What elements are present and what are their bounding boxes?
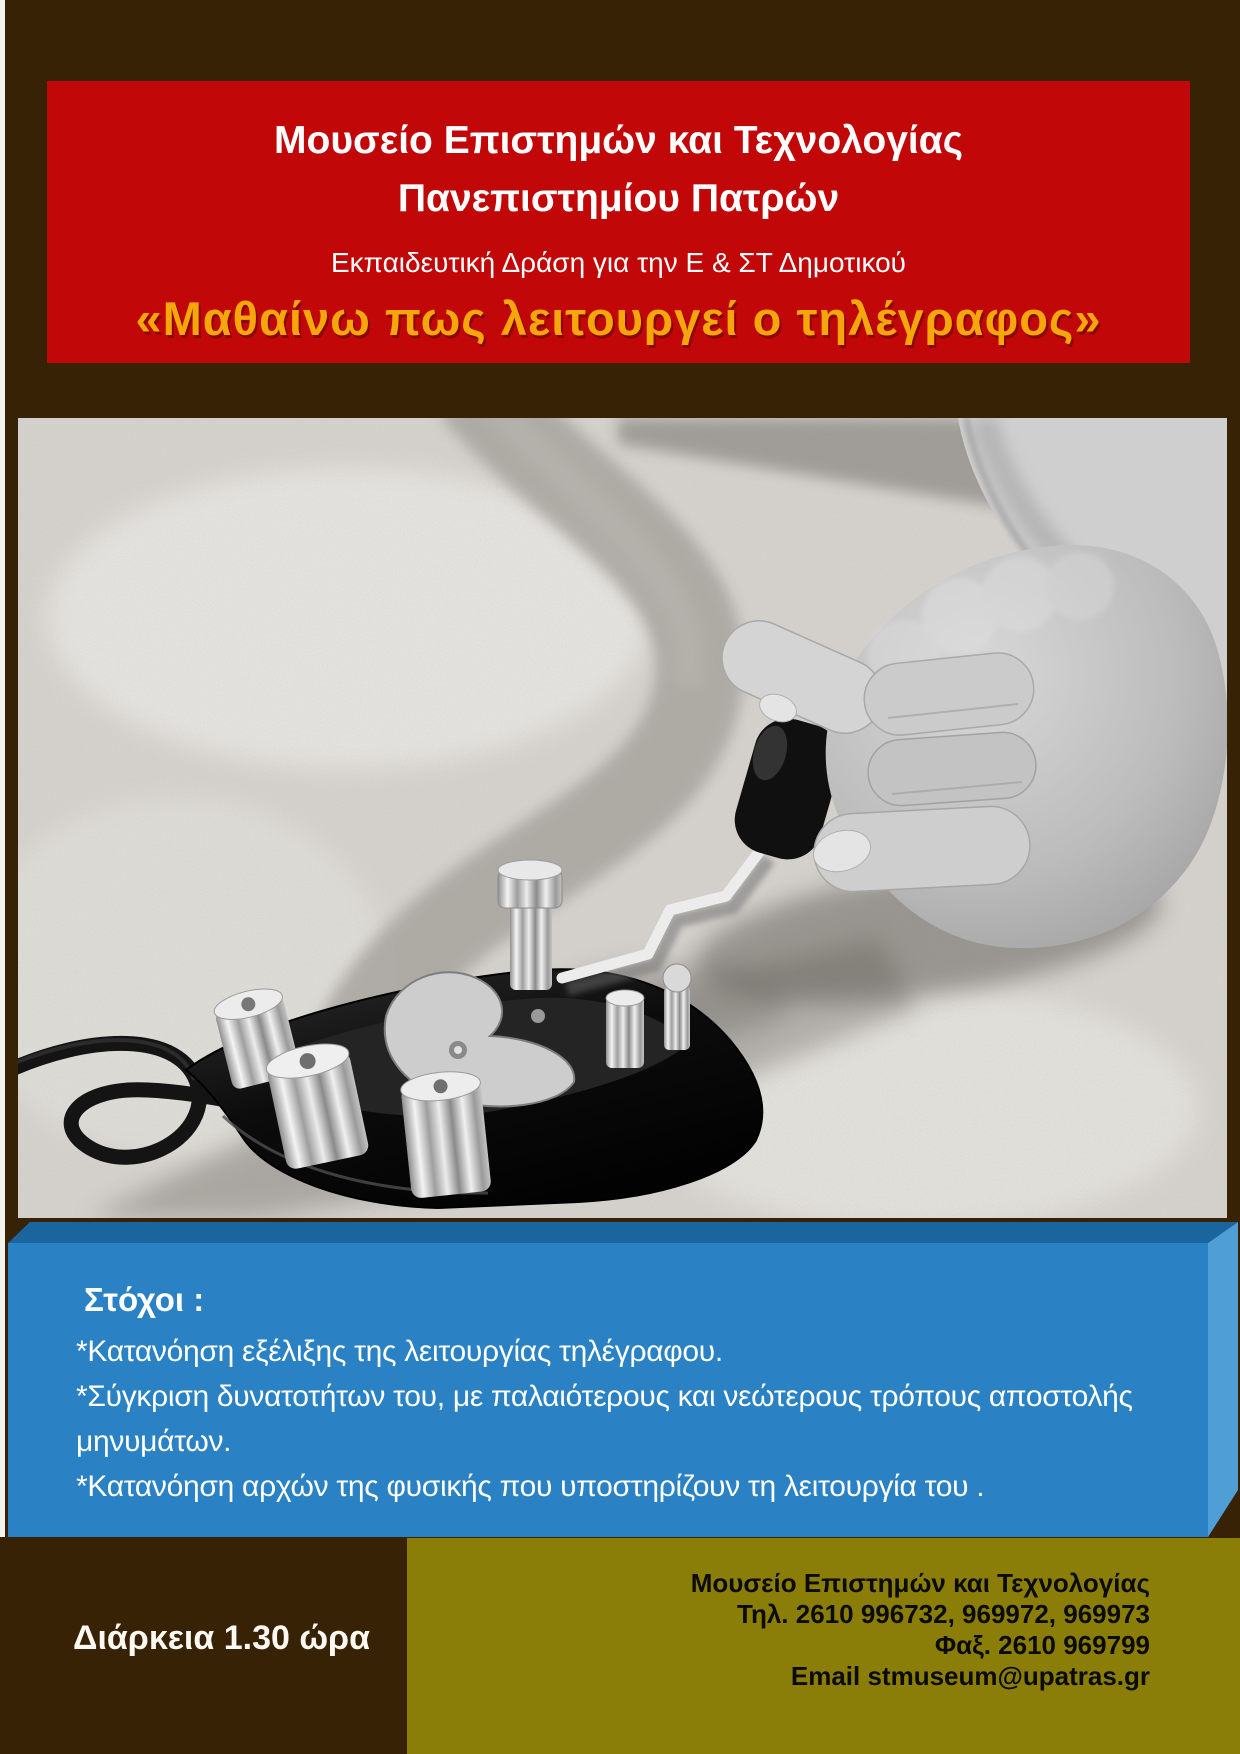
contact-block (691, 1568, 1150, 1692)
contact-organization: Μουσείο Επιστημών και Τεχνολογίας (690, 1568, 1150, 1598)
goal-line: *Κατανόηση αρχών της φυσικής που υποστηρίζουν τη λειτουργία του . (76, 1470, 985, 1503)
telegraph-key-photo (18, 418, 1227, 1218)
museum-title-line2: Πανεπιστημίου Πατρών (397, 177, 840, 220)
goal-line: *Κατανόηση εξέλιξης της λειτουργίας τηλέγραφου. (76, 1335, 723, 1368)
goal-line: *Σύγκριση δυνατοτήτων του, με παλαιότερους και νεώτερους τρόπους αποστολής (76, 1380, 1133, 1413)
header-banner (47, 81, 1190, 363)
contact-panel (407, 1538, 1240, 1754)
contact-fax: Φαξ. 2610 969799 (934, 1630, 1150, 1660)
contact-email: Email stmuseum@upatras.gr (790, 1661, 1150, 1691)
contact-phone: Τηλ. 2610 996732, 969972, 969973 (737, 1599, 1150, 1629)
goals-panel-top-bevel (8, 1222, 1238, 1243)
education-subtitle: Εκπαιδευτική Δράση για την Ε & ΣΤ Δημοτικού (331, 247, 906, 278)
goals-panel-right-bevel (1208, 1222, 1238, 1537)
goal-line: μηνυμάτων. (76, 1425, 232, 1458)
left-edge-strip (0, 0, 5, 1537)
program-title: «Μαθαίνω πως λειτουργεί ο τηλέγραφος» (135, 292, 1102, 345)
goals-list (76, 1329, 1133, 1509)
museum-title-line1: Μουσείο Επιστημών και Τεχνολογίας (274, 119, 963, 162)
goals-heading: Στόχοι : (84, 1281, 205, 1318)
goals-panel (8, 1243, 1208, 1537)
duration-label: Διάρκεια 1.30 ώρα (73, 1619, 370, 1657)
